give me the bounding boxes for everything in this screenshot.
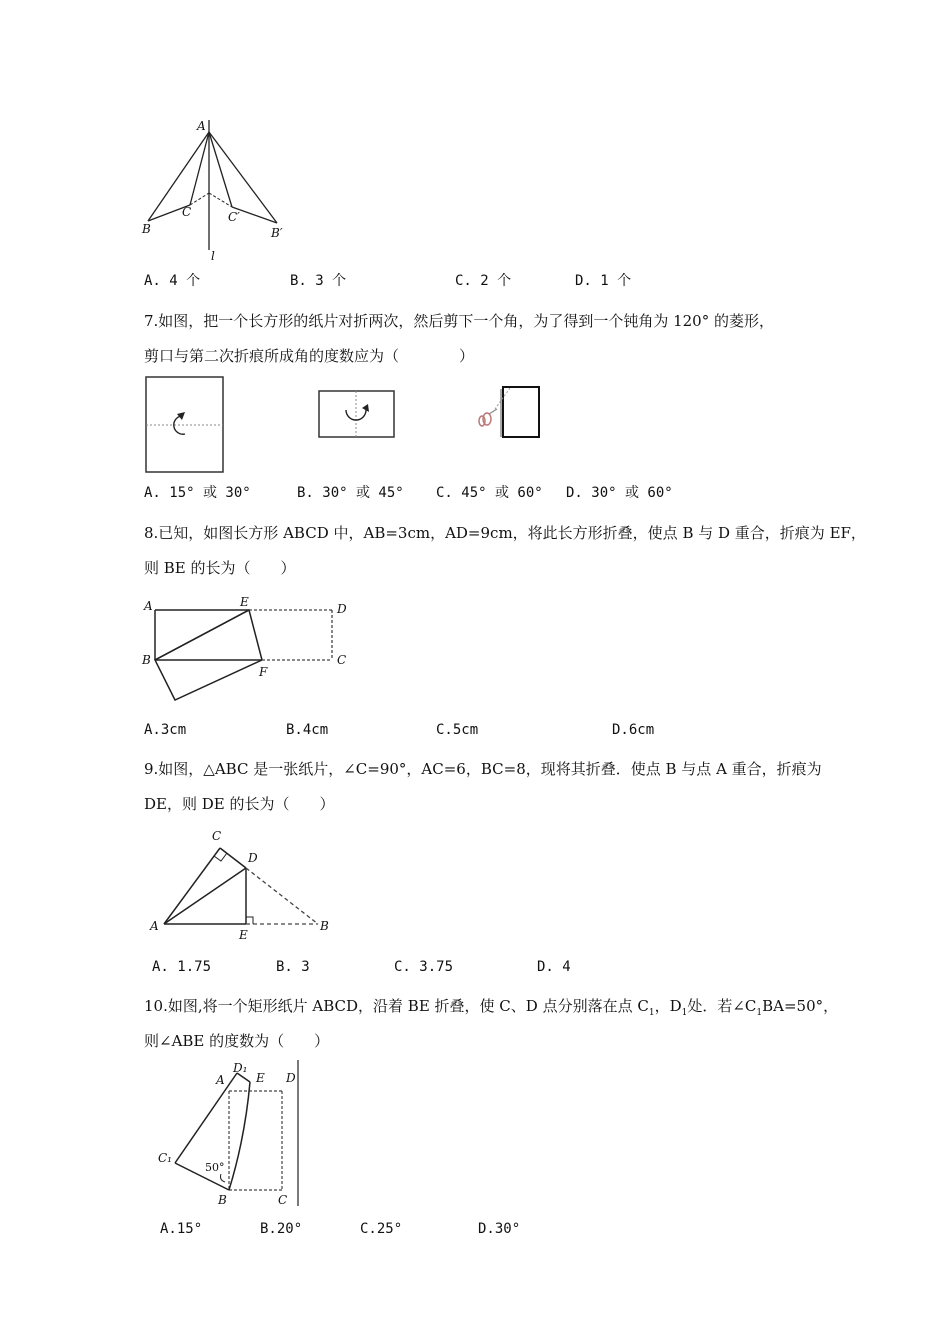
q10-figure: [155, 1058, 305, 1210]
label-F: F: [259, 665, 268, 679]
q8-line1: 8.已知，如图长方形 ABCD 中，AB=3cm，AD=9cm，将此长方形折叠，使点 B 与 D 重合，折痕为 EF，: [144, 524, 866, 542]
label-C-prime: C′: [228, 210, 240, 224]
q7-figure-fold1: [145, 376, 225, 474]
q7-figure-fold2: [318, 390, 396, 440]
q8-option-c: C.5cm: [436, 722, 479, 738]
label-E: E: [239, 928, 248, 942]
label-E: E: [256, 1071, 265, 1085]
q8-figure: [142, 594, 357, 706]
q7-option-d: D. 30° 或 60°: [566, 485, 673, 501]
q9-option-c: C. 3.75: [394, 959, 454, 975]
q7-option-b: B. 30° 或 45°: [297, 485, 404, 501]
label-D: D: [337, 602, 347, 616]
label-A: A: [144, 599, 153, 613]
q7-option-a: A. 15° 或 30°: [144, 485, 251, 501]
label-B: B: [320, 919, 329, 933]
q10-option-c: C.25°: [360, 1221, 403, 1237]
label-C: C: [278, 1193, 288, 1207]
q8-option-a: A.3cm: [144, 722, 187, 738]
q6-option-d: D. 1 个: [575, 273, 632, 289]
label-B: B: [142, 222, 151, 236]
q9-option-a: A. 1.75: [152, 959, 212, 975]
q8-option-d: D.6cm: [612, 722, 655, 738]
q10-line2: 则∠ABE 的度数为（ ）: [144, 1032, 330, 1050]
label-C1: C₁: [158, 1151, 172, 1165]
q6-option-b: B. 3 个: [290, 273, 347, 289]
q6-option-c: C. 2 个: [455, 273, 512, 289]
label-l: l: [211, 249, 215, 263]
label-angle-50: 50°: [205, 1161, 225, 1174]
q10-option-a: A.15°: [160, 1221, 203, 1237]
label-C: C: [182, 205, 192, 219]
q10-line1: 10.如图,将一个矩形纸片 ABCD，沿着 BE 折叠，使 C、D 点分别落在点 $C_1$，$D_1$处．若$\angle C_1BA=50^\circ$，: [144, 997, 839, 1018]
q7-line2: 剪口与第二次折痕所成角的度数应为（ ）: [144, 347, 475, 365]
label-D: D: [248, 851, 258, 865]
q10-option-b: B.20°: [260, 1221, 303, 1237]
q9-option-b: B. 3: [276, 959, 310, 975]
q7-option-c: C. 45° 或 60°: [436, 485, 543, 501]
label-B: B: [142, 653, 151, 667]
q9-option-d: D. 4: [537, 959, 571, 975]
label-C: C: [212, 829, 222, 843]
q9-line1: 9.如图，△ABC 是一张纸片，∠C=90°，AC=6，BC=8，现将其折叠．使点 B 与点 A 重合，折痕为: [144, 760, 822, 778]
label-C: C: [337, 653, 347, 667]
label-D: D: [286, 1071, 296, 1085]
q7-figure-cut: [475, 383, 545, 441]
q6-option-a: A. 4 个: [144, 273, 201, 289]
label-B: B: [218, 1193, 227, 1207]
label-A: A: [216, 1073, 225, 1087]
label-B-prime: B′: [271, 226, 283, 240]
label-E: E: [240, 595, 249, 609]
q8-line2: 则 BE 的长为（ ）: [144, 559, 296, 577]
q9-figure: [148, 826, 338, 944]
q6-figure: [140, 115, 290, 265]
label-A: A: [150, 919, 159, 933]
q9-line2: DE，则 DE 的长为（ ）: [144, 795, 335, 813]
q10-option-d: D.30°: [478, 1221, 521, 1237]
q8-option-b: B.4cm: [286, 722, 329, 738]
label-D1: D₁: [233, 1061, 248, 1075]
label-A: A: [197, 119, 206, 133]
q7-line1: 7.如图，把一个长方形的纸片对折两次，然后剪下一个角，为了得到一个钝角为 120° 的菱形，: [144, 312, 774, 330]
